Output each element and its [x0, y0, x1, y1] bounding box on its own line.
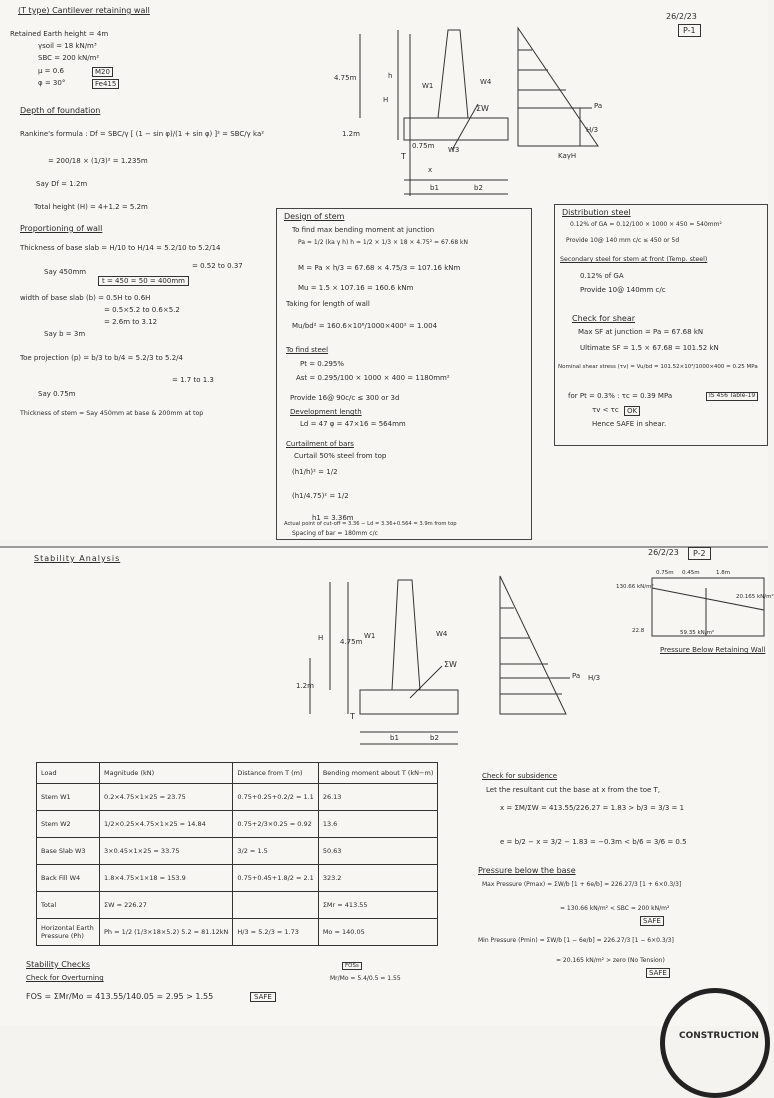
dist-line: Max SF at junction = Pa = 67.68 kN: [578, 328, 704, 336]
prop-line: = 0.52 to 0.37: [192, 262, 243, 270]
given-line: γsoil = 18 kN/m³: [38, 42, 97, 50]
table-cell: 50.63: [318, 838, 438, 865]
pressure-label: 22.8: [632, 628, 645, 634]
dist-line: for Pt = 0.3% : τc = 0.39 MPa: [568, 392, 673, 400]
table-header-row: [37, 763, 438, 784]
sheet-page-1: [0, 0, 768, 540]
stability-heading: Stability Checks: [26, 960, 91, 969]
diagram-label: b2: [474, 184, 483, 192]
dist-heading: Distribution steel: [562, 208, 631, 217]
diagram-label: h: [388, 72, 393, 80]
prop-line: = 2.6m to 3.12: [104, 318, 158, 326]
diagram-label: W4: [436, 630, 448, 638]
dist-line: τv < τc: [592, 406, 619, 414]
diagram-label: H: [318, 634, 324, 642]
depth-line: Total height (H) = 4+1.2 = 5.2m: [34, 203, 148, 211]
prop-line: = 1.7 to 1.3: [172, 376, 214, 384]
stem-line: Provide 16@ 90c/c ≤ 300 or 3d: [290, 394, 400, 402]
diagram-label: H/3: [588, 674, 601, 682]
base-slab-outline: [404, 118, 508, 140]
is456-reference-box: IS 456 Table-19: [706, 392, 758, 401]
table-cell: Ph = 1/2 (1/3×18×5.2) 5.2 = 81.12kN: [100, 919, 233, 946]
stability-line: FOS = ΣMr/Mo = 413.55/140.05 = 2.95 > 1.55: [26, 992, 214, 1001]
diagram-label: ΣW: [476, 104, 489, 113]
table-header: Bending moment about T (kN−m): [318, 763, 438, 784]
table-cell: 3/2 = 1.5: [233, 838, 318, 865]
given-line: Retained Earth height = 4m: [10, 30, 109, 38]
stem-outline: [438, 30, 468, 118]
table-cell: ΣW = 226.27: [100, 892, 233, 919]
subsidence-line: Pressure below the base: [478, 866, 576, 875]
safe-badge: SAFE: [250, 992, 276, 1002]
table-header: Load: [37, 763, 100, 784]
table-cell: H/3 = 5.2/3 = 1.73: [233, 919, 318, 946]
stem-thickness-box: t = 450 = 50 = 400mm: [98, 276, 189, 286]
subsidence-line: Let the resultant cut the base at x from the toe T,: [486, 786, 661, 794]
depth-line: Rankine's formula : Df = SBC/γ [ (1 − sin φ)/(1 + sin φ) ]² = SBC/γ ka²: [20, 130, 265, 138]
subsidence-line: e = b/2 − x = 3/2 − 1.83 = −0.3m < b/6 = 3/6 = 0.5: [500, 838, 687, 846]
diagram-label: 1.2m: [296, 682, 314, 690]
stem-line: Mu/bd² = 160.6×10⁶/1000×400² = 1.004: [292, 322, 438, 330]
dist-line: Secondary steel for stem at front (Temp. steel): [560, 256, 708, 263]
pressure-label: 130.66 kN/m²: [616, 584, 654, 590]
fos-box-line: Mr/Mo = 5.4/0.5 = 1.55: [330, 975, 401, 982]
diagram-label: H/3: [586, 126, 599, 134]
stem-line: To find max bending moment at junction: [292, 226, 435, 234]
stem-line: Mu = 1.5 × 107.16 = 160.6 kNm: [298, 284, 414, 292]
table-cell: ΣMr = 413.55: [318, 892, 438, 919]
diagram-label: Pa: [594, 102, 603, 110]
table-cell: 13.6: [318, 811, 438, 838]
table-header: Distance from T (m): [233, 763, 318, 784]
prop-line: Toe projection (p) = b/3 to b/4 = 5.2/3 to 5.2/4: [20, 354, 183, 362]
prop-line: = 0.5×5.2 to 0.6×5.2: [104, 306, 180, 314]
steel-grade-box: Fe415: [92, 79, 119, 89]
table-row: [37, 919, 438, 946]
earth-pressure-triangle: [500, 576, 566, 714]
diagram-label: b1: [430, 184, 439, 192]
diagram-label: b2: [430, 734, 439, 742]
diagram-label: b1: [390, 734, 399, 742]
diagram-label: W4: [480, 78, 492, 86]
prop-line: Say 450mm: [44, 268, 87, 276]
dist-line: Check for shear: [572, 314, 636, 323]
sheet2-date: 26/2/23: [648, 548, 679, 557]
stem-line: Actual point of cut-off = 3.36 − Ld = 3.36+0.564 = 3.9m from top: [284, 521, 457, 527]
stem-line: (h1/4.75)² = 1/2: [292, 492, 349, 500]
table-cell: 0.2×4.75×1×25 = 23.75: [100, 784, 233, 811]
table-cell: 1.8×4.75×1×18 = 153.9: [100, 865, 233, 892]
table-cell: Stem W2: [37, 811, 100, 838]
stem-heading: Design of stem: [284, 212, 345, 221]
load-moment-table: [36, 762, 438, 946]
pressure-label: 59.35 kN/m²: [680, 630, 715, 636]
dist-line: 0.12% of GA = 0.12/100 × 1000 × 450 = 540mm²: [570, 221, 722, 228]
prop-line: Say 0.75m: [38, 390, 76, 398]
resultant-arrow: [452, 104, 478, 150]
prop-line: width of base slab (b) = 0.5H to 0.6H: [20, 294, 151, 302]
table-cell: Mo = 140.05: [318, 919, 438, 946]
stamp-text: CONSTRUCTION: [679, 1031, 759, 1041]
table-row: [37, 838, 438, 865]
dist-line: 0.12% of GA: [580, 272, 624, 280]
stem-line: Pt = 0.295%: [300, 360, 344, 368]
pressure-caption: Pressure Below Retaining Wall: [660, 646, 766, 654]
base-slab-outline: [360, 690, 458, 714]
diagram-label: W3: [448, 146, 460, 154]
pressure-label: 0.45m: [682, 570, 700, 576]
subsidence-line: x = ΣM/ΣW = 413.55/226.27 = 1.83 > b/3 = 3/3 = 1: [500, 804, 685, 812]
table-cell: 323.2: [318, 865, 438, 892]
dist-line: Provide 10@ 140mm c/c: [580, 286, 666, 294]
stem-line: Taking for length of wall: [286, 300, 370, 308]
diagram-label: x: [428, 166, 433, 174]
given-line: φ = 30°: [38, 79, 66, 87]
sheet1-title: (T type) Cantilever retaining wall: [18, 6, 150, 15]
stem-line: Spacing of bar = 180mm c/c: [292, 530, 378, 537]
stem-line: Pa = 1/2 (ka γ h) h = 1/2 × 1/3 × 18 × 4.75² = 67.68 kN: [298, 239, 469, 246]
ok-box: OK: [624, 406, 640, 416]
table-header: Magnitude (kN): [100, 763, 233, 784]
prop-line: Say b = 3m: [44, 330, 86, 338]
table-cell: 26.13: [318, 784, 438, 811]
depth-heading: Depth of foundation: [20, 106, 101, 115]
pressure-label: 1.8m: [716, 570, 731, 576]
depth-line: Say Df = 1.2m: [36, 180, 88, 188]
proportioning-heading: Proportioning of wall: [20, 224, 103, 233]
table-row: [37, 865, 438, 892]
diagram-label: H: [383, 96, 389, 104]
diagram-label: 4.75m: [340, 638, 363, 646]
sheet1-date: 26/2/23: [666, 12, 697, 21]
sheet1-page-number: P-1: [678, 24, 701, 37]
stability-line: Check for Overturning: [26, 974, 104, 982]
diagram-label: W1: [422, 82, 434, 90]
fos-box-title: FOSs: [342, 962, 362, 970]
prop-line: Thickness of stem = Say 450mm at base & 200mm at top: [20, 410, 204, 417]
sheet-page-2: [0, 546, 774, 1041]
dist-line: Hence SAFE in shear.: [592, 420, 667, 428]
stem-line: h1 = 3.36m: [312, 514, 354, 522]
concrete-grade-box: M20: [92, 67, 113, 77]
diagram-label: T: [401, 152, 406, 161]
pressure-label: 0.75m: [656, 570, 674, 576]
subsidence-heading: Check for subsidence: [482, 772, 558, 780]
diagram-label: 4.75m: [334, 74, 357, 82]
construction-stamp-logo: [660, 988, 770, 1098]
table-cell: Horizontal Earth Pressure (Ph): [37, 919, 100, 946]
stem-line: (h1/h)² = 1/2: [292, 468, 338, 476]
diagram-label: ΣW: [444, 660, 457, 669]
dist-line: Nominal shear stress (τv) = Vu/bd = 101.52×10³/1000×400 = 0.25 MPa: [558, 364, 758, 370]
prop-line: Thickness of base slab = H/10 to H/14 = 5.2/10 to 5.2/14: [20, 244, 221, 252]
stem-line: To find steel: [286, 346, 329, 354]
subsidence-line: Max Pressure (Pmax) = ΣW/b [1 + 6e/b] = 226.27/3 [1 + 6×0.3/3]: [482, 881, 682, 888]
safe-badge: SAFE: [640, 916, 664, 926]
subsidence-line: = 20.165 kN/m² > zero (No Tension): [556, 957, 665, 964]
table-cell: 3×0.45×1×25 = 33.75: [100, 838, 233, 865]
diagram-label: KaγH: [558, 152, 577, 160]
dist-line: Ultimate SF = 1.5 × 67.68 = 101.52 kN: [580, 344, 719, 352]
subsidence-line: Min Pressure (Pmin) = ΣW/b [1 − 6e/b] = 226.27/3 [1 − 6×0.3/3]: [478, 937, 674, 944]
table-row: [37, 892, 438, 919]
depth-line: = 200/18 × (1/3)² = 1.235m: [48, 157, 148, 165]
stem-line: Ast = 0.295/100 × 1000 × 400 = 1180mm²: [296, 374, 450, 382]
diagram-label: W1: [364, 632, 376, 640]
table-cell: 0.75+0.25+0.2/2 = 1.1: [233, 784, 318, 811]
resultant-arrow: [410, 666, 442, 698]
table-cell: Total: [37, 892, 100, 919]
table-cell: 1/2×0.25×4.75×1×25 = 14.84: [100, 811, 233, 838]
sheet2-title: Stability Analysis: [34, 554, 121, 563]
table-row: [37, 784, 438, 811]
table-cell: 0.75+2/3×0.25 = 0.92: [233, 811, 318, 838]
sheet2-page-number: P-2: [688, 547, 711, 560]
dist-line: Provide 10@ 140 mm c/c ≤ 450 or 5d: [566, 237, 680, 244]
given-line: μ = 0.6: [38, 67, 64, 75]
table-cell: Stem W1: [37, 784, 100, 811]
diagram-label: Pa: [572, 672, 581, 680]
subsidence-line: = 130.66 kN/m² < SBC = 200 kN/m²: [560, 905, 670, 912]
given-line: SBC = 200 kN/m²: [38, 54, 100, 62]
table-cell: Back Fill W4: [37, 865, 100, 892]
diagram-label: 1.2m: [342, 130, 360, 138]
stem-outline: [392, 580, 420, 690]
stem-line: Curtailment of bars: [286, 440, 354, 448]
table-cell: 0.75+0.45+1.8/2 = 2.1: [233, 865, 318, 892]
stem-line: Development length: [290, 408, 362, 416]
pressure-label: 20.165 kN/m²: [736, 594, 774, 600]
diagram-label: T: [350, 712, 355, 721]
table-cell: Base Slab W3: [37, 838, 100, 865]
stem-line: M = Pa × h/3 = 67.68 × 4.75/3 = 107.16 kNm: [298, 264, 461, 272]
table-cell: [233, 892, 318, 919]
table-row: [37, 811, 438, 838]
diagram-label: 0.75m: [412, 142, 435, 150]
stem-line: Ld = 47 φ = 47×16 = 564mm: [300, 420, 406, 428]
stem-line: Curtail 50% steel from top: [294, 452, 387, 460]
safe-badge: SAFE: [646, 968, 670, 978]
